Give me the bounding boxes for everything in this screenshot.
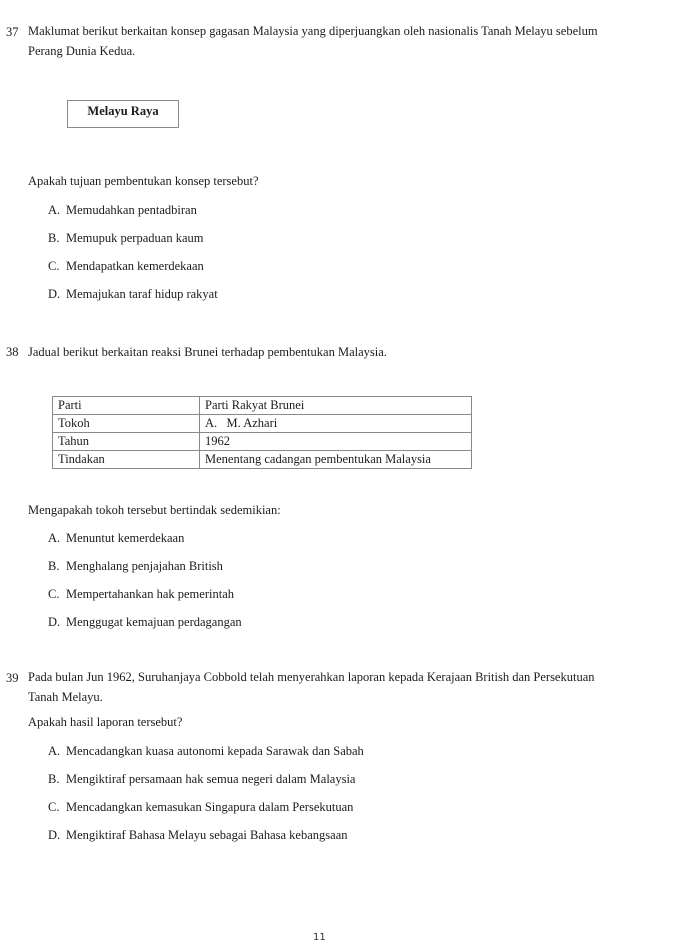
option-c[interactable]: C. Mempertahankan hak pemerintah — [48, 587, 234, 601]
question-prompt: Mengapakah tokoh tersebut bertindak sedemikian: — [28, 503, 281, 517]
option-b[interactable]: B. Menghalang penjajahan British — [48, 559, 223, 573]
option-a[interactable]: A. Mencadangkan kuasa autonomi kepada Sarawak dan Sabah — [48, 744, 364, 758]
table-row: Tahun 1962 — [53, 433, 472, 451]
question-prompt: Apakah hasil laporan tersebut? — [28, 715, 183, 729]
option-d[interactable]: D. Memajukan taraf hidup rakyat — [48, 287, 218, 301]
question-number: 39 — [6, 671, 19, 685]
info-table — [52, 396, 472, 469]
table-row: Tindakan Menentang cadangan pembentukan Malaysia — [53, 451, 472, 469]
page-number: 11 — [313, 932, 326, 943]
option-c[interactable]: C. Mencadangkan kemasukan Singapura dalam Persekutuan — [48, 800, 354, 814]
option-d[interactable]: D. Mengiktiraf Bahasa Melayu sebagai Bahasa kebangsaan — [48, 828, 348, 842]
question-stem: Jadual berikut berkaitan reaksi Brunei terhadap pembentukan Malaysia. — [28, 345, 387, 359]
question-stem: Pada bulan Jun 1962, Suruhanjaya Cobbold telah menyerahkan laporan kepada Kerajaan British dan Persekutuan Tanah Melayu. — [28, 670, 595, 704]
question-number: 37 — [6, 25, 19, 39]
question-stem: Maklumat berikut berkaitan konsep gagasan Malaysia yang diperjuangkan oleh nasionalis Tanah Melayu sebelum Perang Dunia Kedua. — [28, 24, 598, 58]
option-a[interactable]: A. Memudahkan pentadbiran — [48, 203, 197, 217]
option-b[interactable]: B. Mengiktiraf persamaan hak semua negeri dalam Malaysia — [48, 772, 356, 786]
option-a[interactable]: A. Menuntut kemerdekaan — [48, 531, 185, 545]
option-c[interactable]: C. Mendapatkan kemerdekaan — [48, 259, 204, 273]
question-prompt: Apakah tujuan pembentukan konsep tersebut? — [28, 174, 259, 188]
option-d[interactable]: D. Menggugat kemajuan perdagangan — [48, 615, 242, 629]
option-b[interactable]: B. Memupuk perpaduan kaum — [48, 231, 204, 245]
question-number: 38 — [6, 345, 19, 359]
concept-box: Melayu Raya — [67, 100, 179, 128]
table-row: Parti Parti Rakyat Brunei — [53, 397, 472, 415]
table-row: Tokoh A. M. Azhari — [53, 415, 472, 433]
